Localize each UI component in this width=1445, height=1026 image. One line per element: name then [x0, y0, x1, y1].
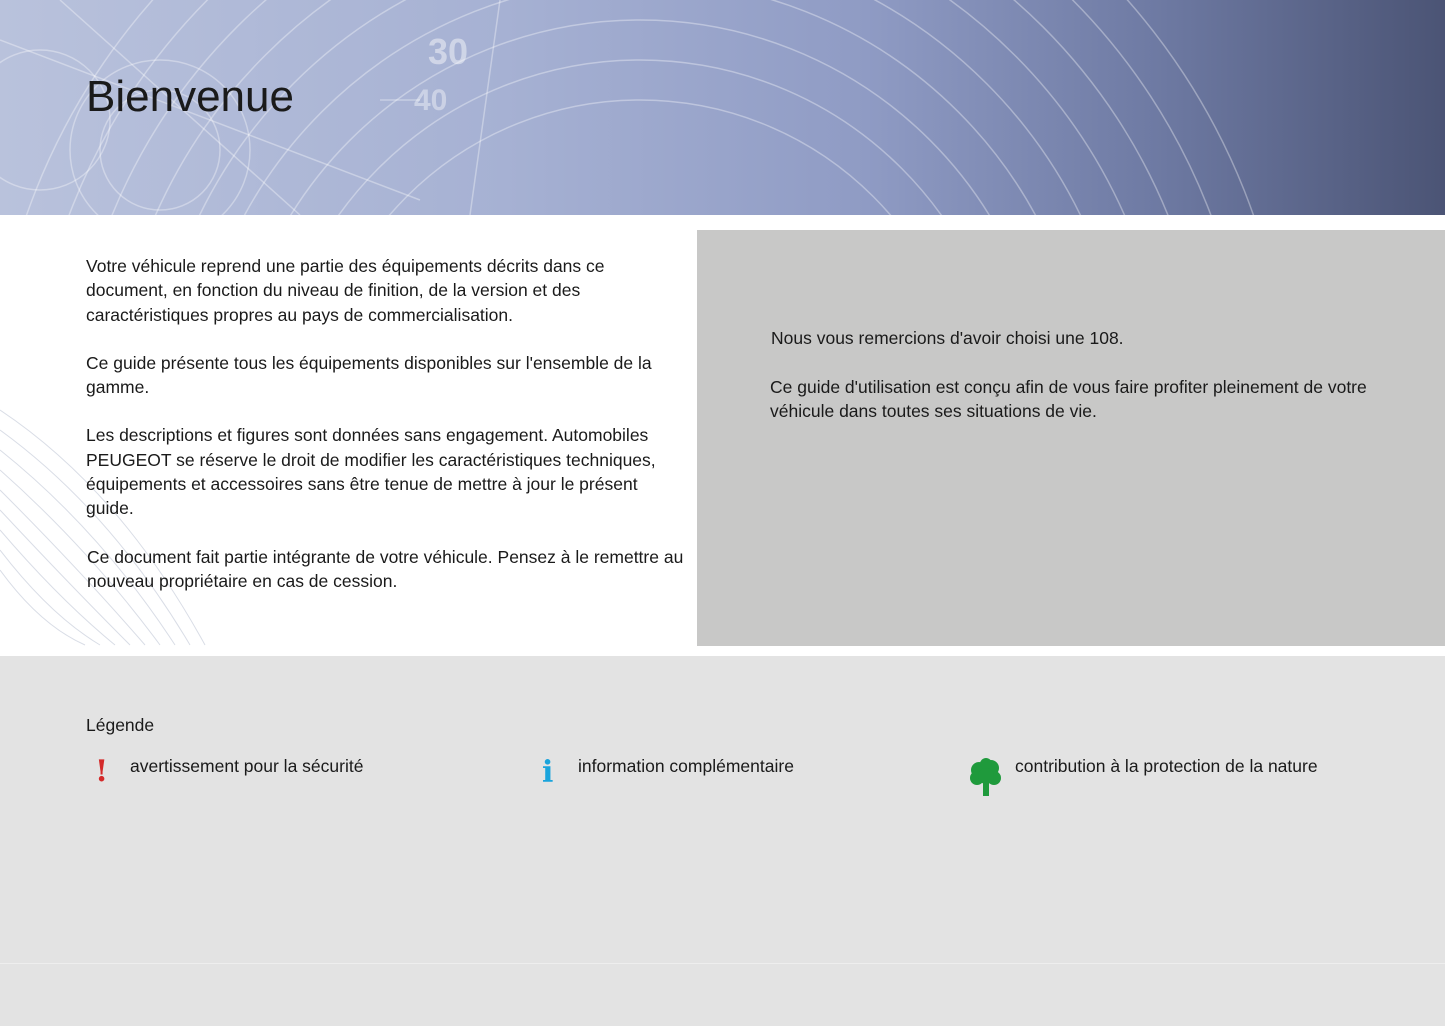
paragraph-transfer: Ce document fait partie intégrante de votre véhicule. Pensez à le remettre au nouveau propriétaire en cas de cession. — [87, 546, 684, 591]
info-icon: i — [542, 755, 554, 790]
gauge-mark-30: 30 — [428, 31, 469, 72]
divider — [0, 963, 1445, 964]
thanks-text: Nous vous remercions d'avoir choisi une 108. — [771, 328, 1124, 348]
welcome-box — [697, 230, 1445, 646]
page-title: Bienvenue — [86, 72, 294, 121]
paragraph-disclaimer: Les descriptions et figures sont données sans engagement. Automobiles PEUGEOT se réserve le droit de modifier les caractéristiques techniques, équipements et accessoires sans être tenue de mettre à jour le présent guide. — [86, 425, 656, 519]
legend-section — [0, 656, 1445, 1026]
exclamation-icon: ! — [95, 754, 109, 789]
legend-title: Légende — [86, 715, 155, 735]
legend-label-nature: contribution à la protection de la nature — [1015, 756, 1318, 776]
legend-label-safety: avertissement pour la sécurité — [130, 756, 364, 776]
tree-icon — [969, 758, 1003, 798]
guide-purpose-text: Ce guide d'utilisation est conçu afin de vous faire profiter pleinement de votre véhicule dans toutes ses situations de vie. — [770, 377, 1367, 422]
intro-text — [86, 254, 686, 617]
gauge-mark-40: 40 — [414, 84, 448, 117]
legend-label-info: information complémentaire — [578, 756, 794, 776]
paragraph-equipment-scope: Votre véhicule reprend une partie des équipements décrits dans ce document, en fonction du niveau de finition, de la version et des caractéristiques propres au pays de commercialisation. — [86, 256, 605, 325]
paragraph-guide-range: Ce guide présente tous les équipements disponibles sur l'ensemble de la gamme. — [86, 352, 652, 398]
